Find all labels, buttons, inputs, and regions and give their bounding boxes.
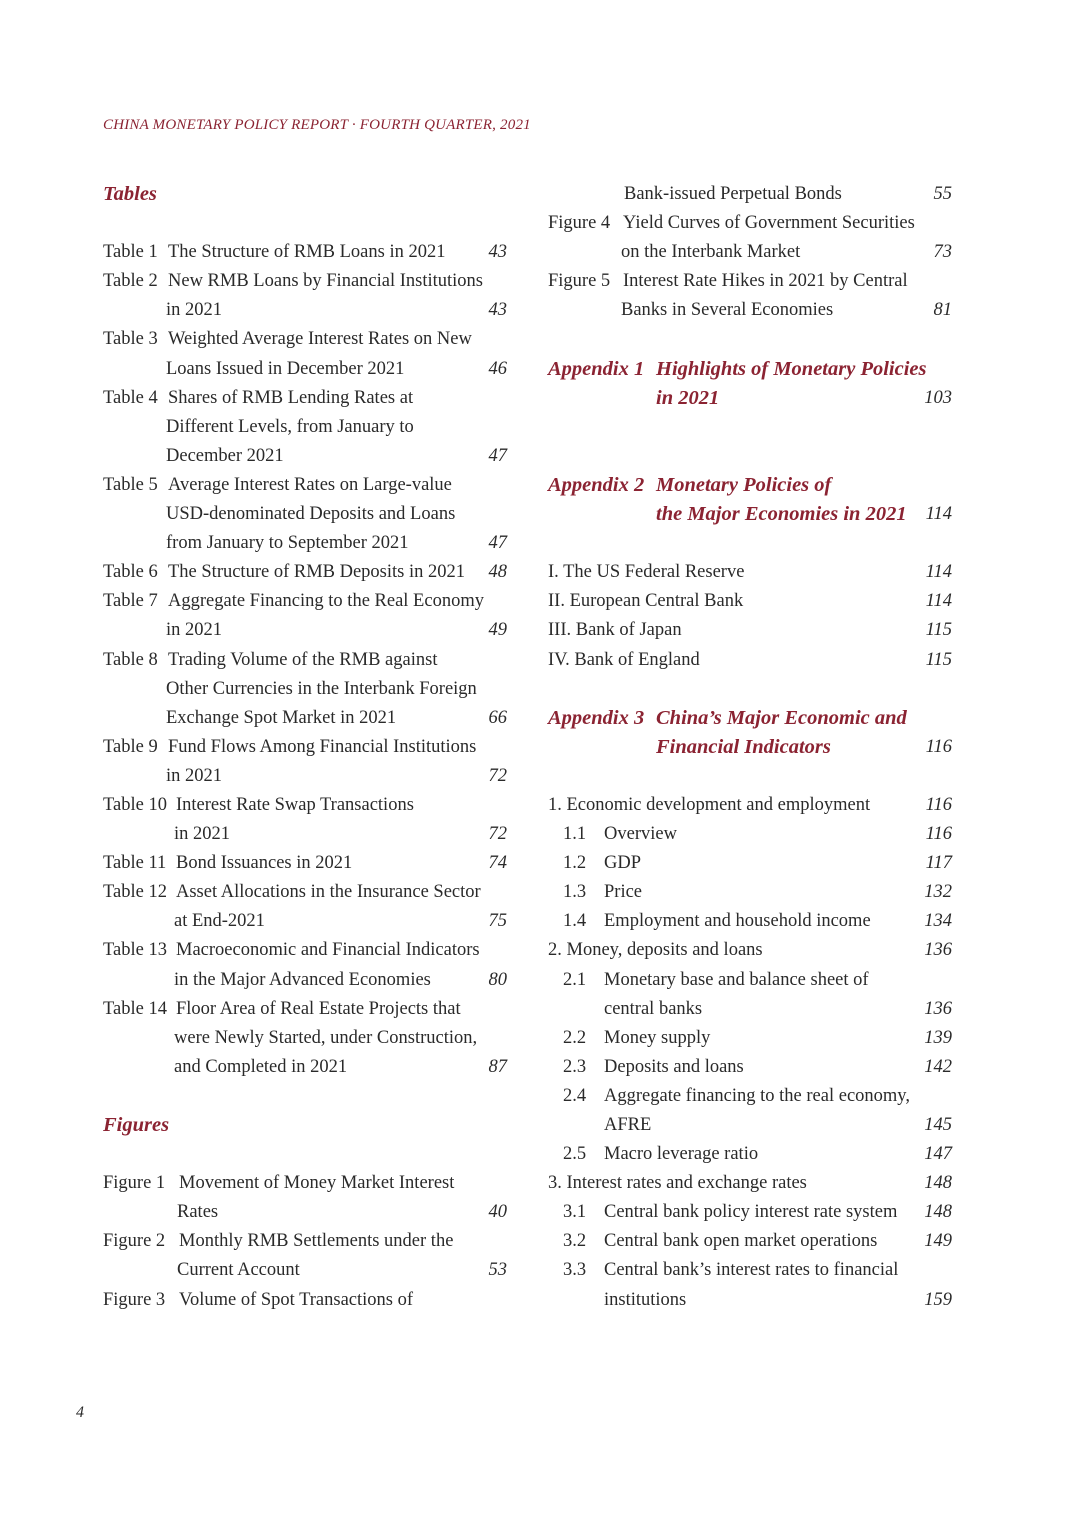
page-ref: 148 [924, 1173, 952, 1194]
subitem-title: Money supply [604, 1027, 711, 1048]
page-ref: 74 [488, 853, 507, 874]
entry-title: Bank-issued Perpetual Bonds [624, 184, 842, 204]
table-label: Table 12 [103, 882, 167, 903]
appendix-title: China’s Major Economic and [656, 706, 907, 729]
page-ref: 136 [924, 940, 952, 961]
table-label: Table 4 [103, 387, 158, 408]
page-ref: 116 [925, 794, 952, 815]
toc-entry-line [103, 1256, 507, 1285]
appendix-item [548, 646, 952, 675]
entry-title: Interest Rate Hikes in 2021 by Central [623, 271, 908, 292]
entry-title: Shares of RMB Lending Rates at [168, 387, 414, 408]
subitem-number: 2.1 [563, 969, 587, 990]
page-ref: 80 [488, 969, 507, 990]
table-label: Table 2 [103, 271, 158, 292]
entry-title: Movement of Money Market Interest [179, 1173, 455, 1194]
table-label: Table 9 [103, 736, 158, 757]
toc-entry-line [103, 558, 507, 587]
entry-title: in 2021 [166, 620, 223, 641]
subitem-title: Aggregate financing to the real economy, [604, 1085, 910, 1106]
page-ref: 47 [488, 533, 507, 554]
toc-left-column [103, 180, 507, 1315]
page-ref: 43 [488, 300, 507, 321]
spacer [548, 413, 952, 442]
indicator-subitem [548, 820, 952, 849]
page-ref: 136 [924, 998, 952, 1019]
entry-title: Loans Issued in December 2021 [166, 358, 405, 379]
toc-entry-line [548, 180, 952, 209]
subitem-number: 2.3 [563, 1056, 587, 1077]
toc-entry-line [103, 704, 507, 733]
subitem-number: 3.2 [563, 1231, 587, 1252]
page-ref: 115 [925, 649, 952, 670]
appendix-item [548, 558, 952, 587]
page-ref: 134 [924, 911, 952, 932]
figure-label: Figure 5 [548, 271, 611, 292]
entry-title: from January to September 2021 [166, 533, 409, 554]
running-title: CHINA MONETARY POLICY REPORT · FOURTH QUARTER, 2021 [103, 117, 531, 133]
toc-entry-line [103, 762, 507, 791]
toc-entry-line [103, 1024, 507, 1053]
page-ref: 72 [488, 824, 507, 845]
appendix-title: in 2021 [656, 386, 720, 409]
figures-heading: Figures [103, 1114, 170, 1136]
group-title: 1. Economic development and employment [548, 794, 871, 815]
table-label: Table 11 [103, 853, 167, 874]
page-ref: 117 [925, 853, 952, 874]
entry-title: The Structure of RMB Loans in 2021 [168, 242, 446, 263]
indicator-subitem [548, 1053, 952, 1082]
entry-title: on the Interbank Market [621, 242, 801, 263]
indicator-subitem [548, 1256, 952, 1285]
page-ref: 40 [488, 1202, 507, 1223]
entry-title: Asset Allocations in the Insurance Sector [176, 882, 481, 903]
subitem-title: Central bank policy interest rate system [604, 1202, 898, 1223]
toc-right-column [548, 180, 952, 1315]
page-ref: 159 [924, 1289, 952, 1310]
subitem-title: Macro leverage ratio [604, 1144, 759, 1165]
page-ref: 53 [488, 1260, 507, 1281]
toc-entry-line [103, 355, 507, 384]
page-ref: 115 [925, 620, 952, 641]
figure-label: Figure 3 [103, 1289, 166, 1310]
subitem-title: central banks [604, 998, 703, 1019]
tables-heading: Tables [103, 183, 157, 205]
page-ref: 114 [925, 562, 952, 583]
appendix-3-heading [548, 704, 952, 733]
page-ref: 139 [924, 1027, 952, 1048]
toc-entry-line [103, 1169, 507, 1198]
appendix-1-heading [548, 355, 952, 384]
entry-title: Current Account [177, 1260, 300, 1281]
subitem-title: Central bank open market operations [604, 1231, 878, 1252]
entry-title: in 2021 [166, 765, 223, 786]
page-ref: 103 [924, 387, 952, 408]
page-ref: 47 [488, 445, 507, 466]
appendix-label: Appendix 1 [548, 357, 645, 380]
item-title: I. The US Federal Reserve [548, 562, 745, 583]
page-ref: 72 [488, 765, 507, 786]
page-ref: 142 [924, 1056, 952, 1077]
indicator-subitem [548, 907, 952, 936]
toc-entry-line [103, 995, 507, 1024]
page-ref: 149 [924, 1231, 952, 1252]
appendix-label: Appendix 3 [548, 706, 645, 729]
table-label: Table 7 [103, 591, 158, 612]
toc-entry-line [103, 820, 507, 849]
table-label: Table 10 [103, 794, 167, 815]
subitem-number: 1.3 [563, 882, 587, 903]
subitem-number: 1.4 [563, 911, 587, 932]
appendix-title: Financial Indicators [656, 735, 831, 758]
table-label: Table 6 [103, 562, 158, 583]
subitem-number: 1.1 [563, 824, 587, 845]
toc-entry-line [103, 733, 507, 762]
toc-entry-line [103, 471, 507, 500]
appendix-title: Monetary Policies of [656, 473, 832, 496]
spacer [548, 675, 952, 704]
indicator-subitem [548, 995, 952, 1024]
item-title: II. European Central Bank [548, 591, 744, 612]
subitem-number: 2.4 [563, 1085, 587, 1106]
page-ref: 87 [488, 1056, 507, 1077]
toc-entry-line [103, 1286, 507, 1315]
appendix-title: Highlights of Monetary Policies [656, 357, 927, 380]
page-ref: 46 [488, 358, 507, 379]
page-ref: 116 [925, 736, 952, 757]
entry-title: Floor Area of Real Estate Projects that [176, 998, 461, 1019]
toc-entry-line [548, 209, 952, 238]
indicator-subitem [548, 1227, 952, 1256]
indicator-subitem [548, 1024, 952, 1053]
indicator-subitem [548, 1286, 952, 1315]
entry-title: Exchange Spot Market in 2021 [166, 707, 397, 728]
page-ref: 48 [488, 562, 507, 583]
subitem-title: Deposits and loans [604, 1056, 744, 1077]
toc-entry-line [103, 296, 507, 325]
page-ref: 55 [933, 184, 952, 204]
subitem-title: Central bank’s interest rates to financial [604, 1260, 899, 1281]
toc-entry-line [103, 907, 507, 936]
page-ref: 114 [925, 591, 952, 612]
appendix-2-heading [548, 471, 952, 500]
entry-title: in 2021 [166, 300, 223, 321]
table-label: Table 3 [103, 329, 158, 350]
toc-entry-line [103, 646, 507, 675]
appendix-item [548, 616, 952, 645]
item-title: III. Bank of Japan [548, 620, 682, 641]
spacer [103, 1082, 507, 1111]
page-ref: 147 [924, 1144, 952, 1165]
appendix-3-heading [548, 733, 952, 762]
item-title: IV. Bank of England [548, 649, 700, 670]
entry-title: Rates [177, 1202, 219, 1223]
toc-entry-line [103, 267, 507, 296]
subitem-number: 2.2 [563, 1027, 587, 1048]
toc-entry-line [103, 500, 507, 529]
page-ref: 116 [925, 824, 952, 845]
entry-title: Volume of Spot Transactions of [179, 1289, 414, 1310]
group-title: 3. Interest rates and exchange rates [548, 1173, 807, 1194]
figure-label: Figure 1 [103, 1173, 166, 1194]
table-label: Table 8 [103, 649, 158, 670]
entry-title: Bond Issuances in 2021 [176, 853, 353, 874]
subitem-title: AFRE [604, 1115, 652, 1135]
entry-title: Fund Flows Among Financial Institutions [168, 736, 477, 757]
entry-title: Trading Volume of the RMB against [168, 649, 438, 670]
page-ref: 148 [924, 1202, 952, 1223]
subitem-title: GDP [604, 853, 642, 874]
entry-title: Weighted Average Interest Rates on New [168, 329, 472, 350]
appendix-1-heading [548, 384, 952, 413]
toc-entry-line [103, 849, 507, 878]
entry-title: Banks in Several Economies [621, 300, 834, 321]
entry-title: Yield Curves of Government Securities [623, 213, 915, 234]
entry-title: USD-denominated Deposits and Loans [166, 504, 456, 525]
subitem-title: Employment and household income [604, 911, 871, 932]
entry-title: New RMB Loans by Financial Institutions [168, 271, 483, 292]
toc-entry-line [103, 1198, 507, 1227]
entry-title: Interest Rate Swap Transactions [176, 794, 414, 815]
indicator-subitem [548, 1111, 952, 1140]
page-ref: 43 [488, 242, 507, 263]
entry-title: in the Major Advanced Economies [174, 969, 431, 990]
entry-title: Average Interest Rates on Large-value [168, 474, 452, 495]
table-label: Table 13 [103, 940, 167, 961]
entry-title: at End-2021 [174, 911, 265, 932]
entry-title: and Completed in 2021 [174, 1056, 348, 1077]
spacer [103, 209, 507, 238]
entry-title: Other Currencies in the Interbank Foreign [166, 678, 477, 699]
toc-entry-line [103, 442, 507, 471]
indicator-subitem [548, 878, 952, 907]
toc-entry-line [103, 587, 507, 616]
appendix-title: the Major Economies in 2021 [656, 503, 907, 526]
toc-entry-line [103, 238, 507, 267]
indicator-subitem [548, 1198, 952, 1227]
entry-title: Macroeconomic and Financial Indicators [176, 940, 480, 961]
subitem-number: 2.5 [563, 1144, 587, 1165]
appendix-2-heading [548, 500, 952, 529]
page-ref: 73 [933, 242, 952, 263]
toc-entry-line [548, 267, 952, 296]
entry-title: Monthly RMB Settlements under the [179, 1231, 454, 1252]
toc-entry-line [548, 238, 952, 267]
toc-entry-line [103, 616, 507, 645]
page-number: 4 [76, 1404, 84, 1421]
entry-title: were Newly Started, under Construction, [174, 1027, 478, 1048]
subitem-title: institutions [604, 1289, 687, 1310]
table-label: Table 1 [103, 242, 158, 263]
toc-entry-line [548, 296, 952, 325]
subitem-title: Monetary base and balance sheet of [604, 969, 869, 990]
subitem-number: 3.1 [563, 1202, 587, 1223]
subitem-number: 1.2 [563, 853, 587, 874]
indicator-group [548, 791, 952, 820]
toc-entry-line [103, 413, 507, 442]
toc-entry-line [103, 1053, 507, 1082]
appendix-item [548, 587, 952, 616]
subitem-title: Price [604, 882, 643, 903]
subitem-number: 3.3 [563, 1260, 587, 1281]
toc-entry-line [103, 966, 507, 995]
subitem-title: Overview [604, 824, 677, 845]
toc-entry-line [103, 529, 507, 558]
toc-entry-line [103, 325, 507, 354]
spacer [548, 529, 952, 558]
group-title: 2. Money, deposits and loans [548, 940, 763, 961]
entry-title: The Structure of RMB Deposits in 2021 [168, 562, 466, 583]
page-ref: 114 [925, 504, 952, 525]
indicator-subitem [548, 966, 952, 995]
entry-title: Aggregate Financing to the Real Economy [168, 591, 484, 612]
indicator-subitem [548, 1082, 952, 1111]
toc-entry-line [103, 675, 507, 704]
toc-entry-line [103, 384, 507, 413]
page-ref: 132 [924, 882, 952, 903]
entry-title: Different Levels, from January to [166, 416, 414, 437]
toc-entry-line [103, 878, 507, 907]
figure-label: Figure 2 [103, 1231, 166, 1252]
entry-title: December 2021 [166, 445, 284, 466]
toc-entry-line [103, 936, 507, 965]
spacer [548, 762, 952, 791]
appendix-label: Appendix 2 [548, 473, 645, 496]
indicator-group [548, 936, 952, 965]
page-ref: 81 [933, 300, 952, 321]
figure-label: Figure 4 [548, 213, 611, 234]
page-ref: 66 [488, 707, 507, 728]
spacer [103, 1140, 507, 1169]
page-ref: 49 [488, 620, 507, 641]
entry-title: in 2021 [174, 824, 231, 845]
indicator-group [548, 1169, 952, 1198]
table-label: Table 5 [103, 474, 158, 495]
page-ref: 145 [924, 1115, 952, 1135]
indicator-subitem [548, 849, 952, 878]
page-ref: 75 [488, 911, 507, 932]
indicator-subitem [548, 1140, 952, 1169]
table-label: Table 14 [103, 998, 167, 1019]
toc-entry-line [103, 791, 507, 820]
toc-entry-line [103, 1227, 507, 1256]
spacer [548, 325, 952, 354]
spacer [548, 442, 952, 471]
